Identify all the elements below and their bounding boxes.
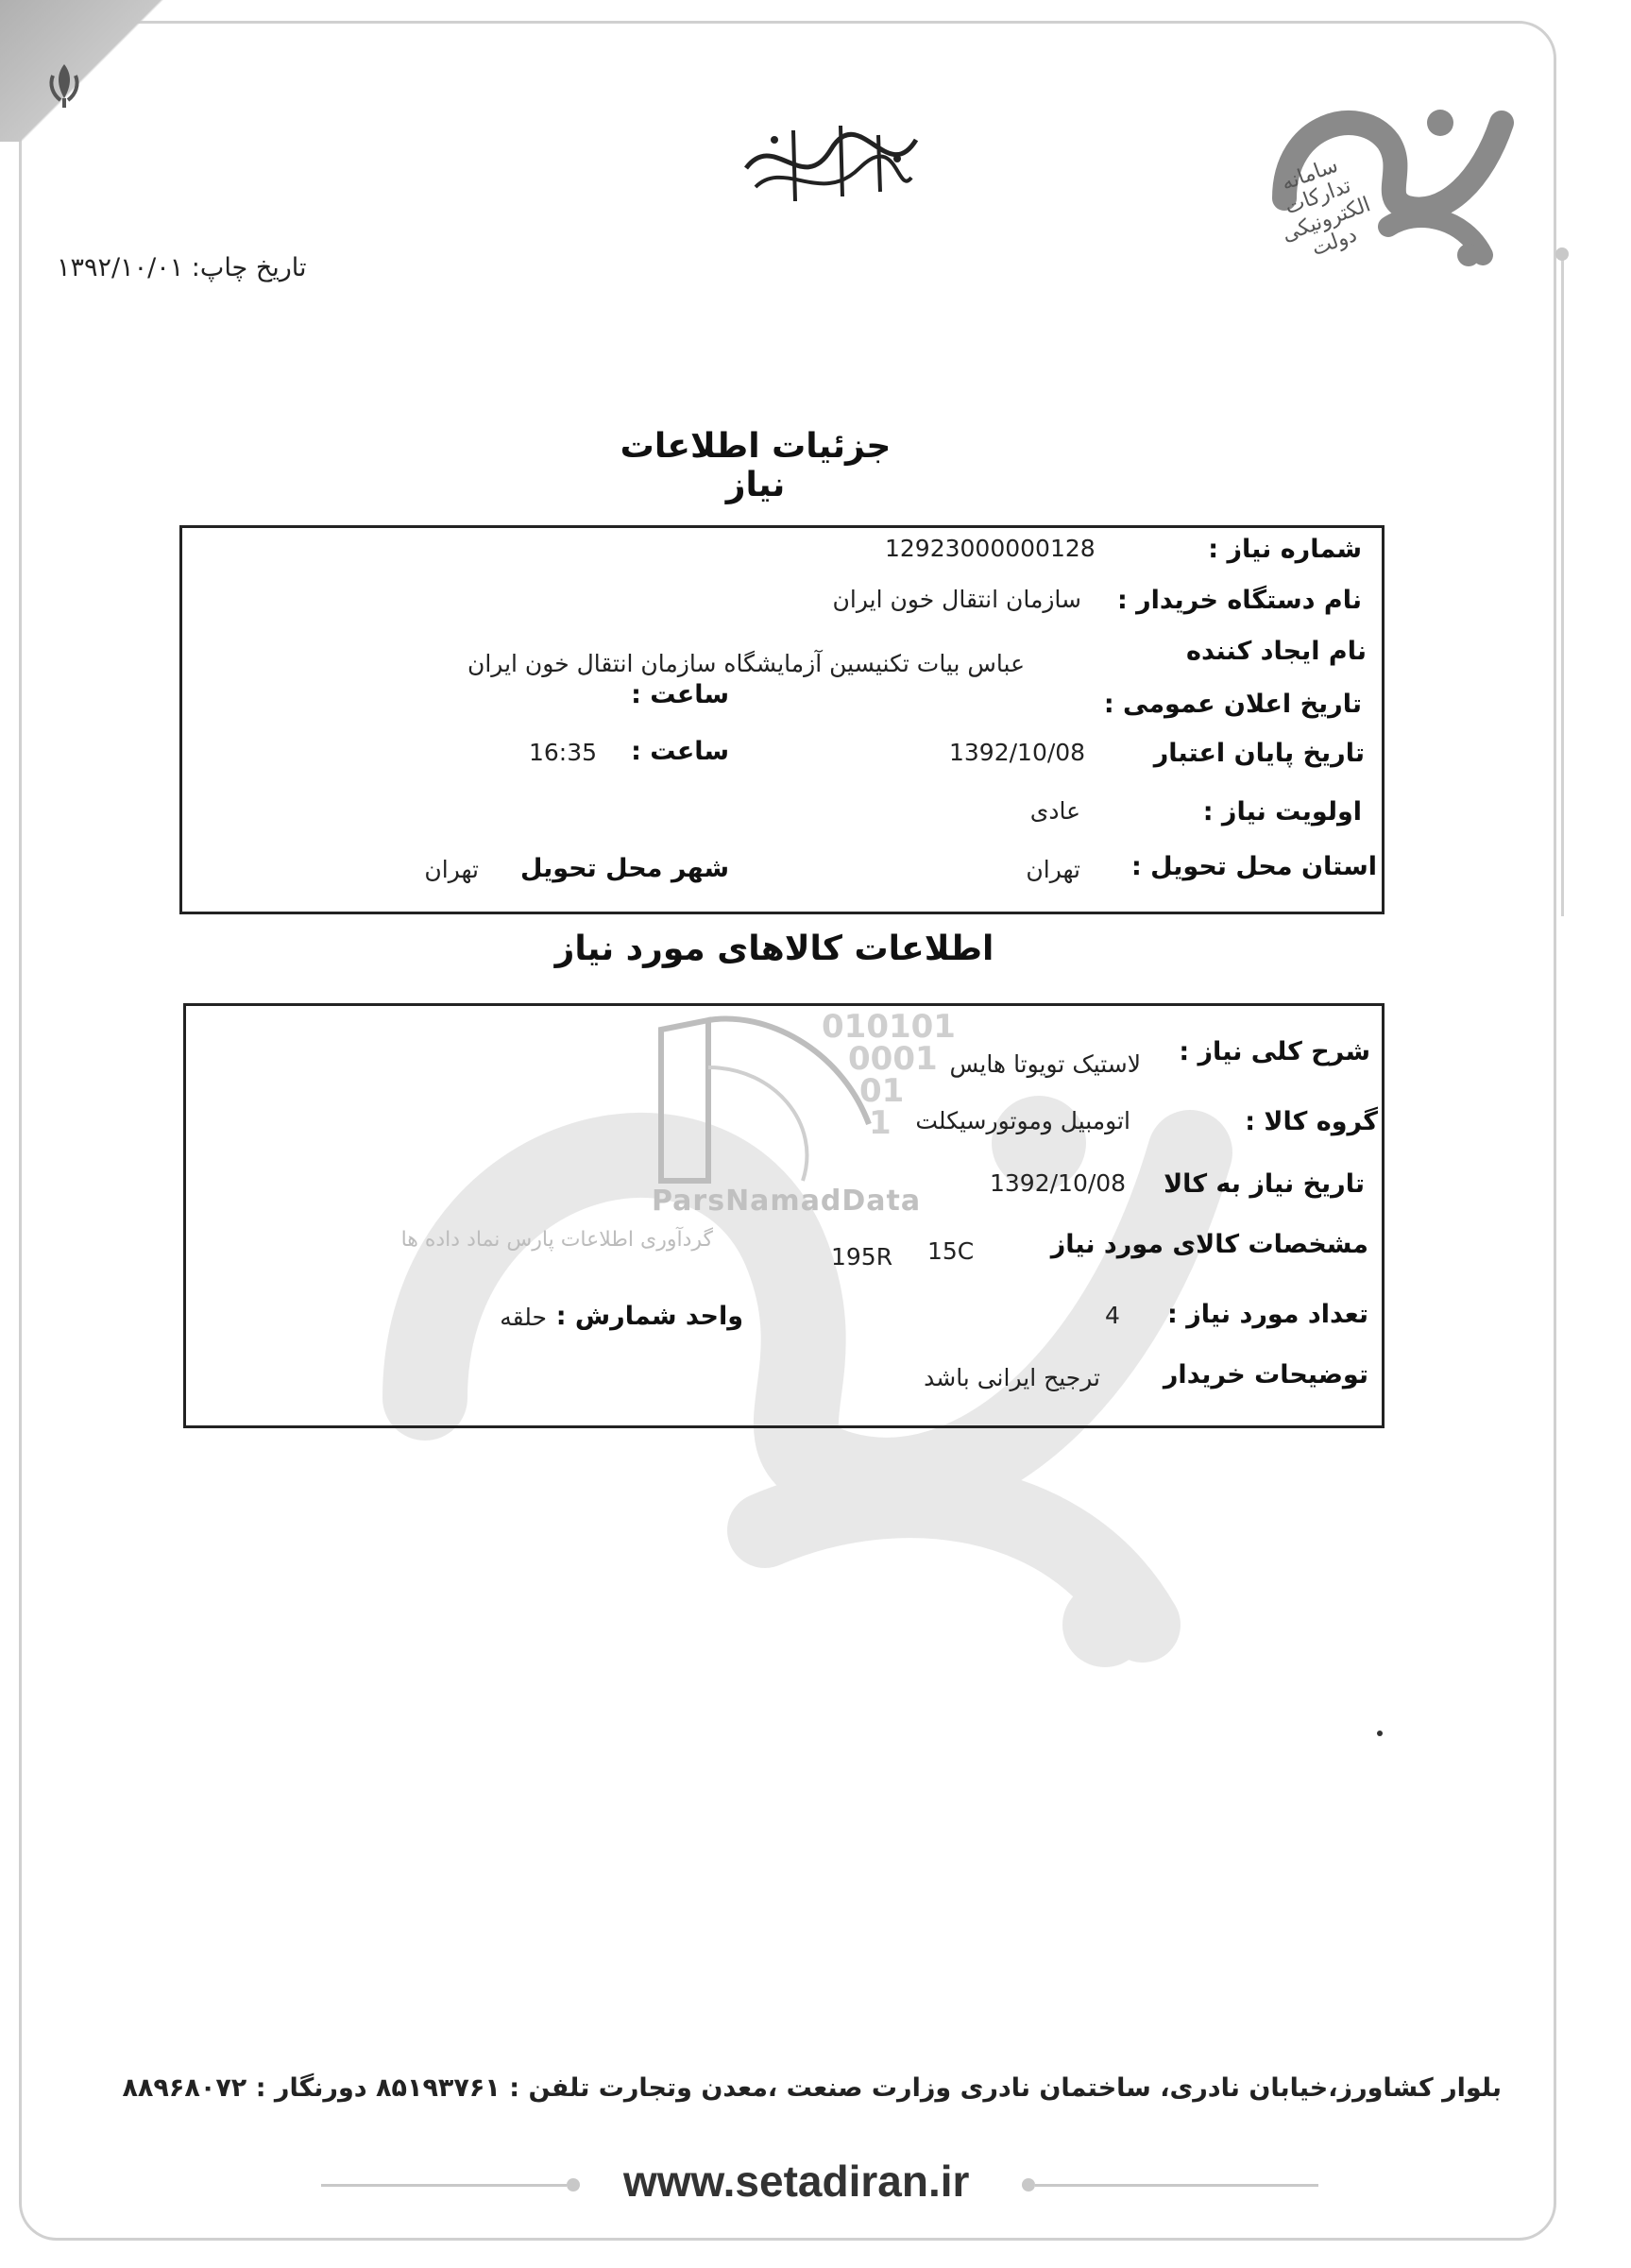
logo-caption: سامانه تدارکات الکترونیکی دولت: [1278, 153, 1374, 262]
watermark-subtitle: گردآوری اطلاعات پارس نماد داده ها: [400, 1228, 713, 1252]
general-desc-label: شرح کلی نیاز :: [1179, 1037, 1370, 1066]
footer-dot-left: [567, 2178, 580, 2191]
specs-label: مشخصات کالای مورد نیاز: [1050, 1230, 1368, 1259]
footer-dot-right: [1022, 2178, 1035, 2191]
expiry-date-value: 1392/10/08: [949, 739, 1086, 766]
right-line-dot: [1555, 247, 1569, 261]
footer-line-right: [1035, 2184, 1318, 2187]
expiry-time-label: ساعت :: [631, 737, 729, 766]
expiry-time-value: 16:35: [529, 739, 598, 766]
quantity-label: تعداد مورد نیاز :: [1167, 1300, 1368, 1329]
delivery-province-label: استان محل تحویل :: [1130, 852, 1377, 881]
announce-date-label: تاریخ اعلان عمومی :: [1103, 690, 1362, 719]
watermark-digits: 010101 0001 01 1: [822, 1008, 956, 1142]
spec-a-value: 195R: [831, 1243, 893, 1270]
need-date-label: تاریخ نیاز به کالا: [1164, 1169, 1365, 1199]
delivery-province-value: تهران: [1026, 856, 1080, 883]
iran-emblem-icon: [36, 57, 93, 113]
right-margin-line: [1561, 255, 1564, 916]
buyer-label: نام دستگاه خریدار :: [1116, 586, 1362, 615]
announce-time-label: ساعت :: [631, 680, 729, 709]
stray-dot: [1377, 1731, 1383, 1736]
buyer-notes-value: ترجیح ایرانی باشد: [924, 1364, 1100, 1391]
need-date-value: 1392/10/08: [990, 1169, 1127, 1197]
print-date: تاریخ چاپ: ۱۳۹۲/۱۰/۰۱: [57, 253, 307, 282]
unit-label: واحد شمارش :: [555, 1302, 743, 1331]
bismillah-calligraphy: [737, 111, 926, 215]
buyer-value: سازمان انتقال خون ایران: [832, 586, 1081, 613]
goods-info-title: اطلاعات کالاهای مورد نیاز: [554, 929, 994, 968]
general-desc-value: لاستیک تویوتا هایس: [949, 1050, 1141, 1078]
footer-line-left: [321, 2184, 567, 2187]
goods-group-value: اتومبیل وموتورسیکلت: [915, 1107, 1130, 1134]
creator-label: نام ایجاد کننده: [1186, 637, 1367, 666]
watermark-brand: ParsNamadData: [652, 1185, 922, 1218]
footer-website[interactable]: www.setadiran.ir: [623, 2157, 970, 2206]
quantity-value: 4: [1105, 1302, 1120, 1329]
expiry-date-label: تاریخ پایان اعتبار: [1153, 739, 1365, 768]
priority-value: عادی: [1029, 797, 1080, 825]
spec-b-value: 15C: [927, 1237, 975, 1265]
watermark-book-icon: [652, 1011, 878, 1190]
need-number-label: شماره نیاز :: [1208, 535, 1362, 564]
delivery-city-value: تهران: [424, 856, 479, 883]
need-number-value: 12923000000128: [885, 535, 1096, 562]
footer-address: بلوار کشاورز،خیابان نادری، ساختمان نادری وزارت صنعت ،معدن وتجارت تلفن : ۸۵۱۹۳۷۶۱ دورنگار : ۸۸۹۶۸۰۷۲: [122, 2073, 1502, 2103]
unit-value: حلقه: [500, 1304, 547, 1331]
creator-value: عباس بیات تکنیسین آزمایشگاه سازمان انتقال خون ایران: [467, 650, 1025, 677]
delivery-city-label: شهر محل تحویل: [519, 854, 729, 883]
need-details-title: جزئیات اطلاعات نیاز: [620, 427, 892, 504]
buyer-notes-label: توضیحات خریدار: [1163, 1360, 1368, 1390]
goods-group-label: گروه کالا :: [1245, 1107, 1378, 1136]
priority-label: اولویت نیاز :: [1202, 797, 1362, 827]
